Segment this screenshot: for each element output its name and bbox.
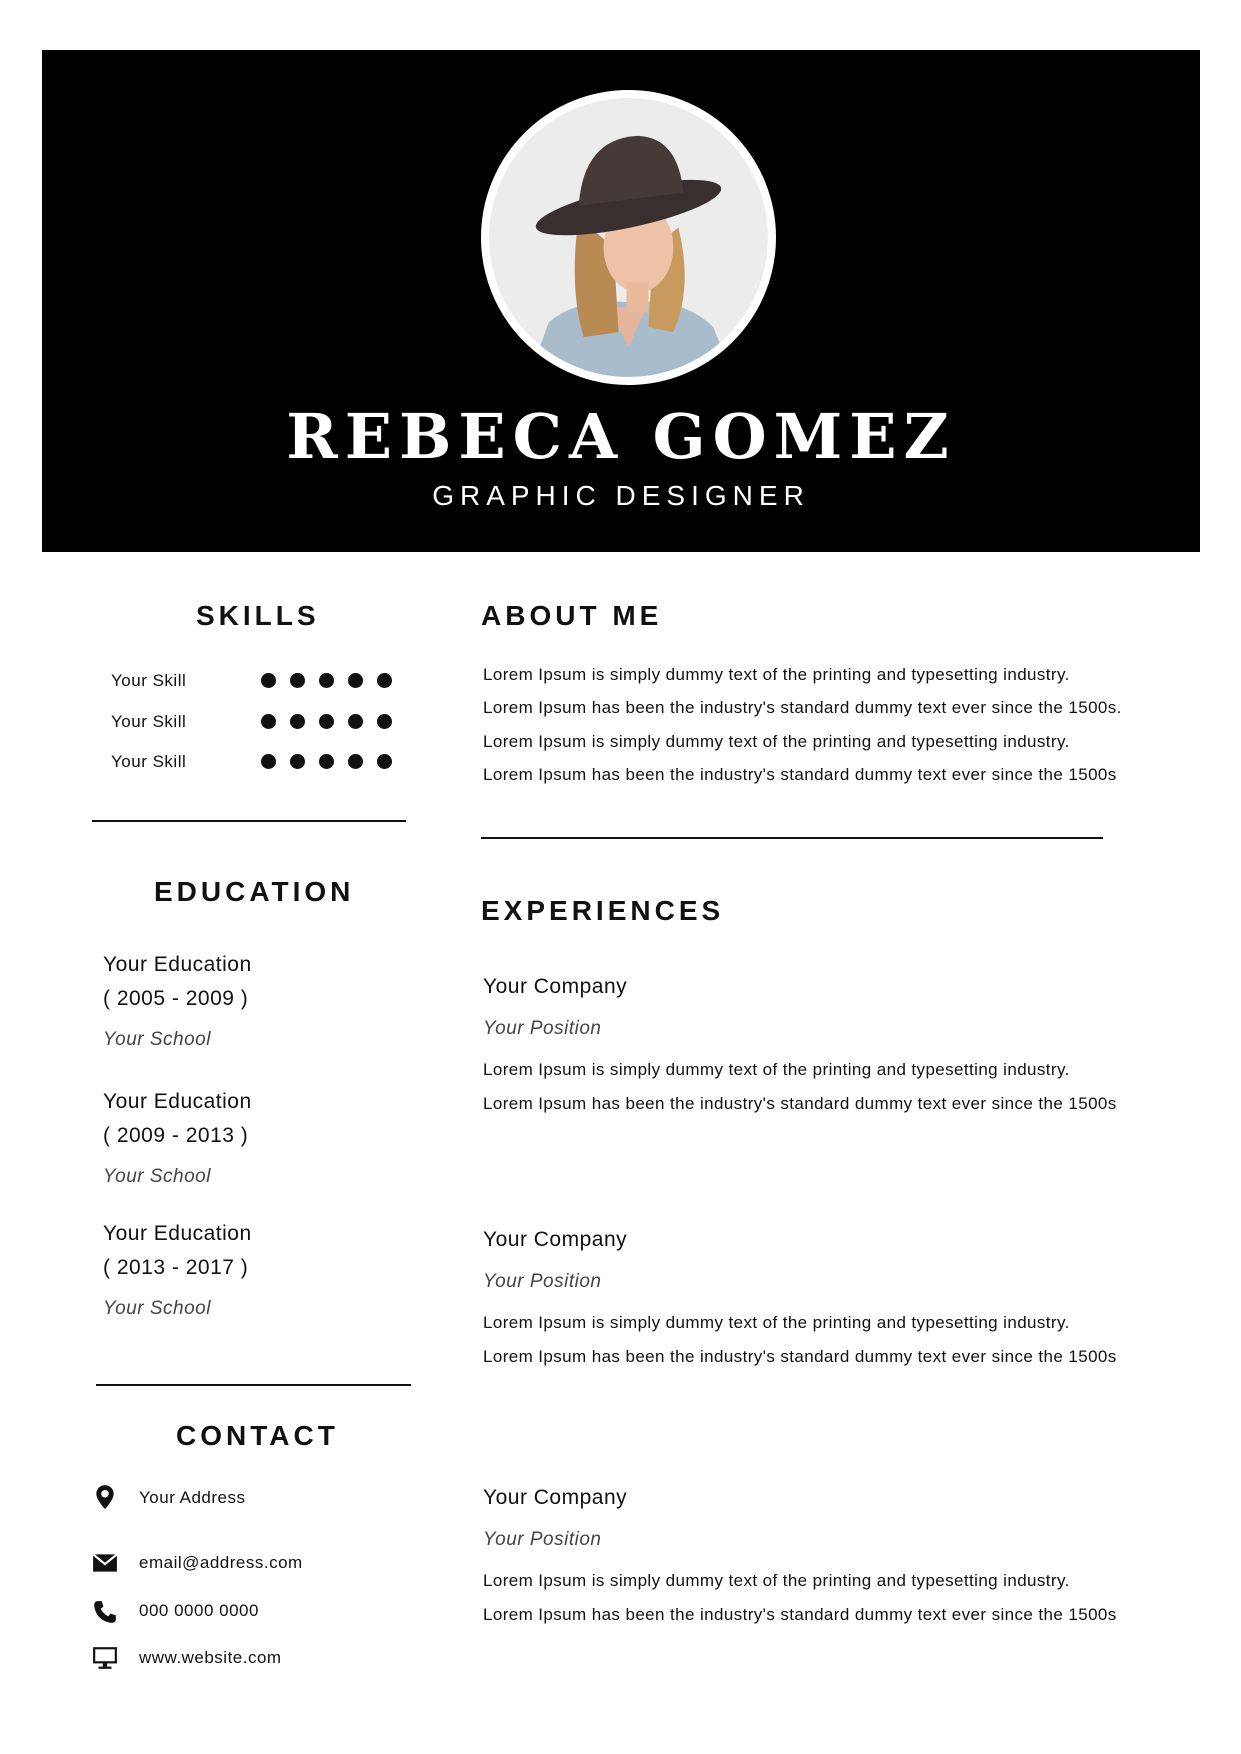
skill-dot [290, 754, 305, 769]
education-heading: EDUCATION [154, 876, 355, 907]
skill-dot [377, 673, 392, 688]
skill-dot [261, 714, 276, 729]
contact-address: Your Address [139, 1488, 246, 1507]
skill-dot [348, 754, 363, 769]
skill-dot [319, 673, 334, 688]
skill-dot [377, 754, 392, 769]
education-school: Your School [103, 1029, 211, 1050]
experience-line: Lorem Ipsum has been the industry's standard dummy text ever since the 1500s [483, 1094, 1117, 1113]
contact-website[interactable]: www.website.com [139, 1648, 282, 1667]
skill-dot [348, 714, 363, 729]
skill-dot [319, 714, 334, 729]
education-years: ( 2013 - 2017 ) [103, 1256, 249, 1279]
about-line: Lorem Ipsum is simply dummy text of the printing and typesetting industry. [483, 665, 1070, 684]
about-line: Lorem Ipsum is simply dummy text of the printing and typesetting industry. [483, 732, 1070, 751]
profile-photo [481, 90, 776, 385]
monitor-icon [92, 1645, 118, 1671]
education-years: ( 2005 - 2009 ) [103, 987, 249, 1010]
skills-heading: SKILLS [196, 600, 320, 631]
skill-label: Your Skill [111, 671, 187, 690]
position-title: Your Position [483, 1018, 602, 1039]
experience-line: Lorem Ipsum has been the industry's standard dummy text ever since the 1500s [483, 1605, 1117, 1624]
education-title: Your Education [103, 1222, 252, 1245]
company-name: Your Company [483, 975, 628, 998]
contact-phone[interactable]: 000 0000 0000 [139, 1601, 259, 1620]
company-name: Your Company [483, 1228, 628, 1251]
experience-line: Lorem Ipsum has been the industry's standard dummy text ever since the 1500s [483, 1347, 1117, 1366]
skill-dot [348, 673, 363, 688]
position-title: Your Position [483, 1529, 602, 1550]
skill-dot [261, 754, 276, 769]
skill-label: Your Skill [111, 752, 187, 771]
experiences-heading: EXPERIENCES [481, 895, 725, 926]
divider [92, 820, 406, 822]
about-heading: ABOUT ME [481, 600, 663, 631]
about-line: Lorem Ipsum has been the industry's standard dummy text ever since the 1500s [483, 765, 1117, 784]
experience-line: Lorem Ipsum is simply dummy text of the printing and typesetting industry. [483, 1313, 1070, 1332]
skill-dot [290, 673, 305, 688]
skill-dot [290, 714, 305, 729]
divider [96, 1384, 411, 1386]
location-pin-icon [92, 1484, 118, 1510]
job-title: GRAPHIC DESIGNER [432, 480, 810, 511]
divider [481, 837, 1103, 839]
candidate-name: REBECA GOMEZ [286, 400, 956, 473]
skill-label: Your Skill [111, 712, 187, 731]
education-school: Your School [103, 1166, 211, 1187]
contact-heading: CONTACT [176, 1420, 339, 1451]
education-title: Your Education [103, 1090, 252, 1113]
education-school: Your School [103, 1298, 211, 1319]
education-years: ( 2009 - 2013 ) [103, 1124, 249, 1147]
contact-email[interactable]: email@address.com [139, 1553, 303, 1572]
skill-dot [319, 754, 334, 769]
experience-line: Lorem Ipsum is simply dummy text of the printing and typesetting industry. [483, 1060, 1070, 1079]
company-name: Your Company [483, 1486, 628, 1509]
phone-icon [92, 1599, 118, 1625]
skill-dot [261, 673, 276, 688]
skill-dot [377, 714, 392, 729]
education-title: Your Education [103, 953, 252, 976]
about-line: Lorem Ipsum has been the industry's standard dummy text ever since the 1500s. [483, 698, 1122, 717]
position-title: Your Position [483, 1271, 602, 1292]
envelope-icon [92, 1550, 118, 1576]
experience-line: Lorem Ipsum is simply dummy text of the printing and typesetting industry. [483, 1571, 1070, 1590]
